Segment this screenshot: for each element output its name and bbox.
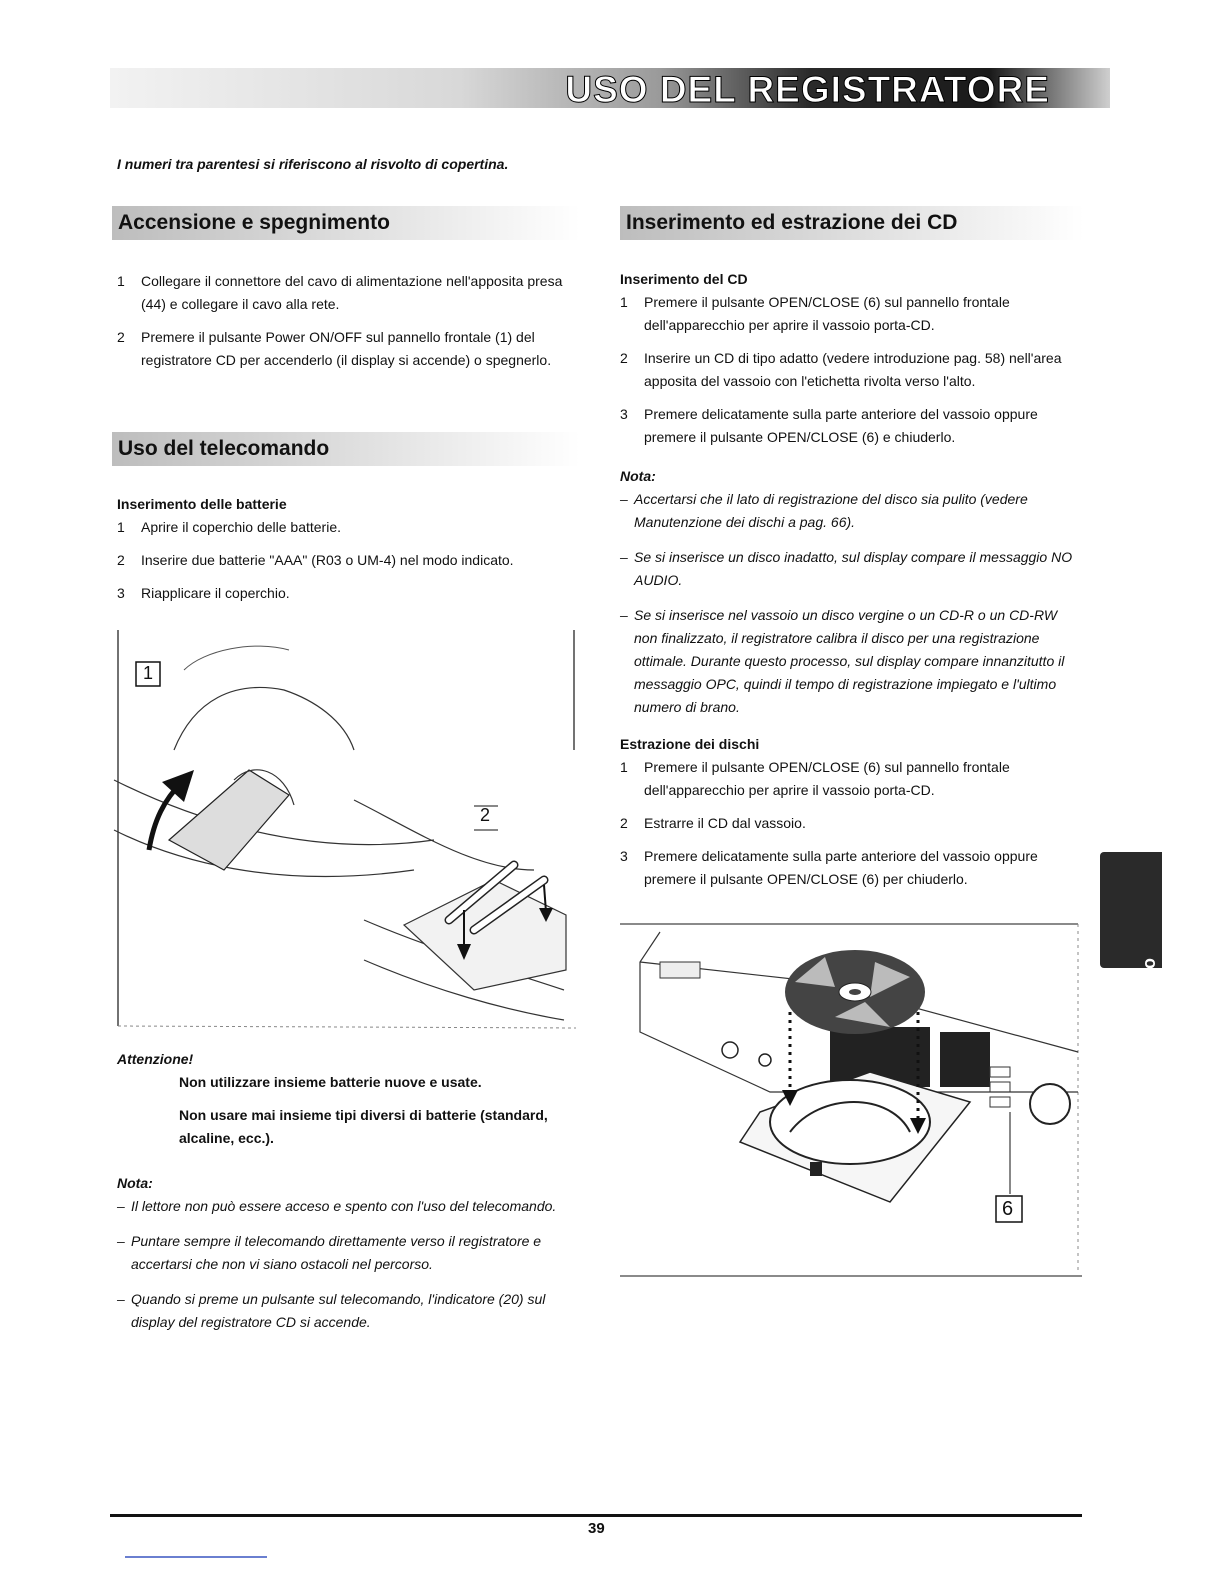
section-heading-remote: Uso del telecomando <box>112 432 580 466</box>
power-steps <box>117 270 577 382</box>
dash: – <box>117 1291 125 1307</box>
page-number: 39 <box>588 1520 605 1537</box>
note-heading: Nota: <box>117 1175 153 1191</box>
list-item <box>620 845 1080 891</box>
cd-player-illustration <box>620 922 1082 1282</box>
cd-eject-subhead: Estrazione dei dischi <box>620 736 760 752</box>
list-item <box>117 582 577 605</box>
language-tab-label: Italiano <box>1139 958 1159 1022</box>
step-text: Premere delicatamente sulla parte anteriore del vassoio oppure premere il pulsante OPEN/CLOSE (6) per chiuderlo. <box>644 848 1038 887</box>
note-text: Se si inserisce nel vassoio un disco vergine o un CD-R o un CD-RW non finalizzato, il registratore calibra il disco per una registrazione ottimale. Durante questo processo, sul display compare innanzitutto il messaggio OPC, quindi il tempo di registrazione impiegato e l'ultimo numero di brano. <box>634 607 1065 715</box>
step-number: 1 <box>620 759 628 775</box>
step-number: 3 <box>117 585 125 601</box>
step-number: 2 <box>620 815 628 831</box>
cd-insert-subhead: Inserimento del CD <box>620 271 748 287</box>
list-item <box>117 549 577 572</box>
section-heading-power: Accensione e spegnimento <box>112 206 580 240</box>
step-number: 1 <box>620 294 628 310</box>
warning-body <box>117 1071 577 1150</box>
note-text: Quando si preme un pulsante sul telecomando, l'indicatore (20) sul display del registratore CD si accende. <box>131 1291 546 1330</box>
page-title: USO DEL REGISTRATORE <box>565 69 1050 110</box>
step-text: Inserire due batterie "AAA" (R03 o UM-4) nel modo indicato. <box>141 552 514 568</box>
step-number: 2 <box>117 329 125 345</box>
warning-line: Non utilizzare insieme batterie nuove e usate. <box>179 1074 482 1090</box>
list-item <box>620 546 1080 592</box>
dash: – <box>117 1198 125 1214</box>
step-text: Estrarre il CD dal vassoio. <box>644 815 806 831</box>
note-text: Accertarsi che il lato di registrazione del disco sia pulito (vedere Manutenzione dei dischi a pag. 66). <box>634 491 1028 530</box>
step-text: Premere il pulsante OPEN/CLOSE (6) sul pannello frontale dell'apparecchio per aprire il vassoio porta-CD. <box>644 294 1010 333</box>
step-number: 1 <box>117 519 125 535</box>
list-item <box>117 1230 577 1276</box>
cd-insert-section <box>620 268 1080 901</box>
list-item <box>117 326 577 372</box>
list-item <box>620 488 1080 534</box>
note-text: Se si inserisce un disco inadatto, sul display compare il messaggio NO AUDIO. <box>634 549 1073 588</box>
notes-left <box>117 1172 577 1346</box>
dash: – <box>620 491 628 507</box>
step-number: 3 <box>620 848 628 864</box>
battery-section <box>117 493 577 615</box>
battery-illustration <box>114 630 580 1030</box>
figure-label-step2: 2 <box>480 805 491 825</box>
warning-heading: Attenzione! <box>117 1051 194 1067</box>
list-item <box>620 812 1080 835</box>
dash: – <box>620 607 628 623</box>
step-text: Riapplicare il coperchio. <box>141 585 290 601</box>
step-text: Aprire il coperchio delle batterie. <box>141 519 341 535</box>
dash: – <box>117 1233 125 1249</box>
list-item <box>620 604 1080 719</box>
figure-label-open-close: 6 <box>1002 1198 1014 1220</box>
step-text: Inserire un CD di tipo adatto (vedere introduzione pag. 58) nell'area apposita del vassoio con l'etichetta rivolta verso l'alto. <box>644 350 1062 389</box>
list-item <box>620 756 1080 802</box>
step-text: Premere il pulsante Power ON/OFF sul pannello frontale (1) del registratore CD per accenderlo (il display si accende) o spegnerlo. <box>141 329 552 368</box>
list-item <box>117 1288 577 1334</box>
footer-underline <box>125 1556 267 1558</box>
step-text: Premere il pulsante OPEN/CLOSE (6) sul pannello frontale dell'apparecchio per aprire il vassoio porta-CD. <box>644 759 1010 798</box>
warning-block <box>117 1048 577 1160</box>
warning-line: Non usare mai insieme tipi diversi di batterie (standard, alcaline, ecc.). <box>179 1107 548 1146</box>
step-number: 2 <box>117 552 125 568</box>
section-heading-cd: Inserimento ed estrazione dei CD <box>620 206 1084 240</box>
list-item <box>620 403 1080 449</box>
list-item <box>620 291 1080 337</box>
cd-player-drawing <box>620 922 1082 1282</box>
footer-rule <box>110 1514 1082 1517</box>
note-text: Puntare sempre il telecomando direttamente verso il registratore e accertarsi che non vi siano ostacoli nel percorso. <box>131 1233 542 1272</box>
note-text: Il lettore non può essere acceso e spento con l'uso del telecomando. <box>131 1198 557 1214</box>
list-item <box>117 270 577 316</box>
header-banner <box>110 68 1110 108</box>
remote-battery-drawing <box>114 630 580 1030</box>
list-item <box>117 516 577 539</box>
subtitle: I numeri tra parentesi si riferiscono al risvolto di copertina. <box>117 156 509 172</box>
step-number: 2 <box>620 350 628 366</box>
step-text: Premere delicatamente sulla parte anteriore del vassoio oppure premere il pulsante OPEN/CLOSE (6) e chiuderlo. <box>644 406 1038 445</box>
note-heading: Nota: <box>620 468 656 484</box>
figure-label-step1: 1 <box>143 663 154 683</box>
step-text: Collegare il connettore del cavo di alimentazione nell'apposita presa (44) e collegare il cavo alla rete. <box>141 273 563 312</box>
language-tab <box>1100 852 1162 1022</box>
battery-subhead: Inserimento delle batterie <box>117 496 287 512</box>
list-item <box>117 1195 577 1218</box>
step-number: 1 <box>117 273 125 289</box>
list-item <box>620 347 1080 393</box>
dash: – <box>620 549 628 565</box>
step-number: 3 <box>620 406 628 422</box>
